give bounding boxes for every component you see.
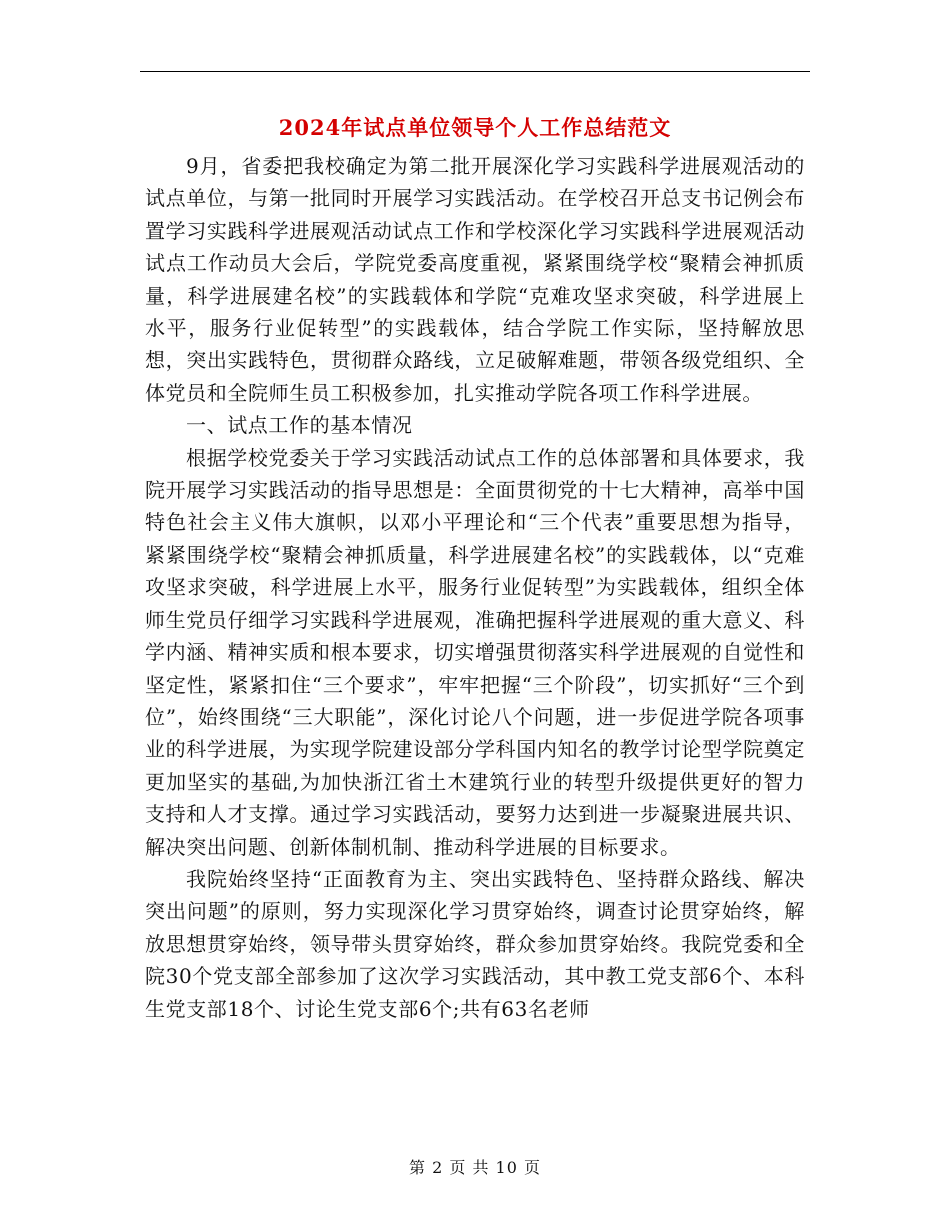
- body-paragraph-principles: 我院始终坚持“正面教育为主、突出实践特色、坚持群众路线、解决突出问题”的原则，努力实现深化学习贯穿始终，调查讨论贯穿始终，解放思想贯穿始终，领导带头贯穿始终，群众参加贯穿始终。我院党委和全院30个党支部全部参加了这次学习实践活动，其中教工党支部6个、本科生党支部18个、讨论生党支部6个;共有63名老师: [145, 866, 805, 1021]
- body-paragraph-guiding-thought: 根据学校党委关于学习实践活动试点工作的总体部署和具体要求，我院开展学习实践活动的指导思想是：全面贯彻党的十七大精神，高举中国特色社会主义伟大旗帜，以邓小平理论和“三个代表”重要思想为指导，紧紧围绕学校“聚精会神抓质量，科学进展建名校”的实践载体，以“克难攻坚求突破，科学进展上水平，服务行业促转型”为实践载体，组织全体师生党员仔细学习实践科学进展观，准确把握科学进展观的重大意义、科学内涵、精神实质和根本要求，切实增强贯彻落实科学进展观的自觉性和坚定性，紧紧扣住“三个要求”，牢牢把握“三个阶段”，切实抓好“三个到位”，始终围绕“三大职能”，深化讨论八个问题，进一步促进学院各项事业的科学进展，为实现学院建设部分学科国内知名的教学讨论型学院奠定更加坚实的基础,为加快浙江省土木建筑行业的转型升级提供更好的智力支持和人才支撑。通过学习实践活动，要努力达到进一步凝聚进展共识、解决突出问题、创新体制机制、推动科学进展的目标要求。: [145, 445, 805, 859]
- page-number: 第 2 页 共 10 页: [409, 1158, 541, 1177]
- document-title: 2024年试点单位领导个人工作总结范文: [278, 115, 672, 140]
- section-heading: 一、试点工作的基本情况: [186, 413, 413, 438]
- document-body: [145, 150, 805, 1025]
- body-paragraph-intro: 9月，省委把我校确定为第二批开展深化学习实践科学进展观活动的试点单位，与第一批同时开展学习实践活动。在学校召开总支书记例会布置学习实践科学进展观活动试点工作和学校深化学习实践科学进展观活动试点工作动员大会后，学院党委高度重视，紧紧围绕学校“聚精会神抓质量，科学进展建名校”的实践载体和学院“克难攻坚求突破，科学进展上水平，服务行业促转型”的实践载体，结合学院工作实际，坚持解放思想，突出实践特色，贯彻群众路线，立足破解难题，带领各级党组织、全体党员和全院师生员工积极参加，扎实推动学院各项工作科学进展。: [145, 154, 805, 405]
- header-rule: [140, 71, 810, 72]
